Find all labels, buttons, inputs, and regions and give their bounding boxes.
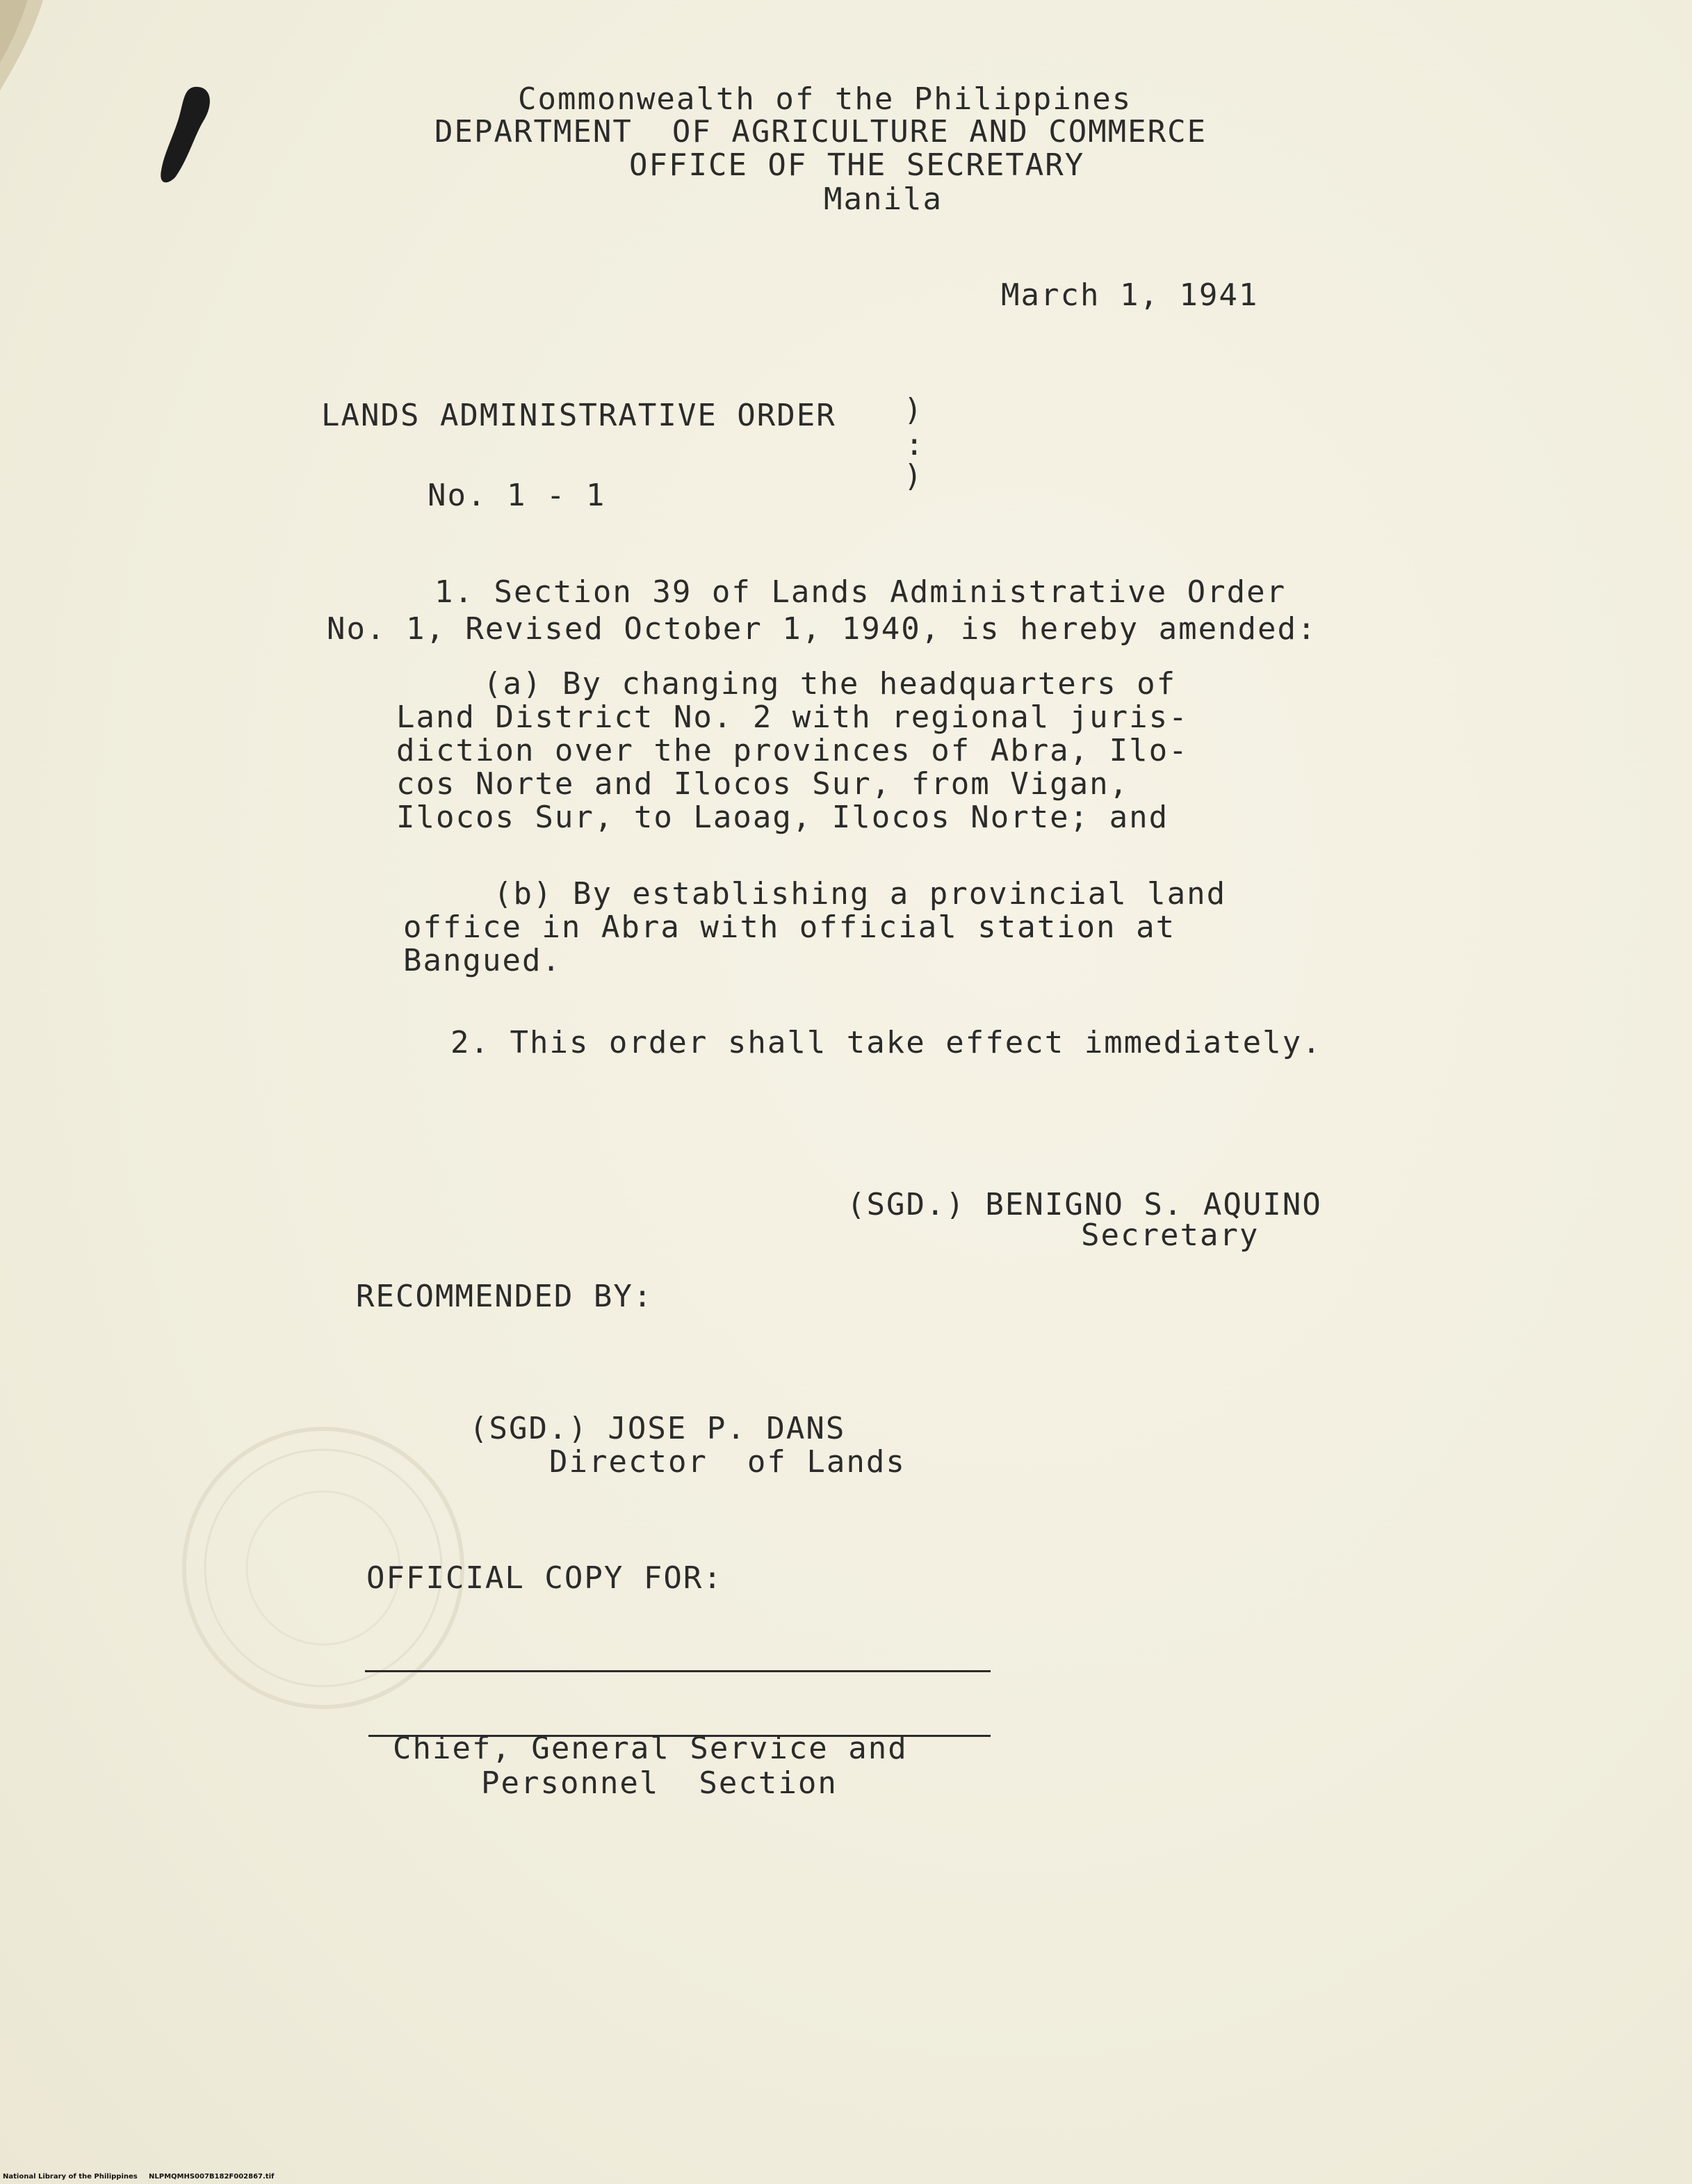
item-a-line: Land District No. 2 with regional juris-	[396, 699, 1189, 735]
item-b-line: office in Abra with official station at	[403, 909, 1176, 945]
item-b-block	[403, 877, 1226, 978]
chief-title-line-2: Personnel Section	[481, 1765, 838, 1801]
footer-library-label: National Library of the Philippines	[3, 2173, 138, 2181]
order-bracket-bottom: )	[904, 458, 924, 494]
letterhead-commonwealth: Commonwealth of the Philippines	[518, 81, 1132, 117]
paragraph-1-line-2: No. 1, Revised October 1, 1940, is hereby amended:	[327, 611, 1317, 647]
secretary-signature-title: Secretary	[1081, 1218, 1260, 1253]
item-a-line: cos Norte and Ilocos Sur, from Vigan,	[396, 766, 1130, 802]
torn-corner-mark	[0, 0, 49, 97]
document-date: March 1, 1941	[1001, 277, 1259, 313]
item-a-line: (a) By changing the headquarters of	[483, 666, 1177, 702]
order-bracket-mid: :	[905, 427, 925, 462]
letterhead-department: DEPARTMENT OF AGRICULTURE AND COMMERCE	[434, 114, 1207, 149]
item-a-line: Ilocos Sur, to Laoag, Ilocos Norte; and	[396, 800, 1169, 835]
director-signature-name: (SGD.) JOSE P. DANS	[469, 1411, 846, 1446]
item-a-block	[396, 668, 1189, 834]
item-b-line: Bangued.	[403, 943, 562, 978]
recommended-by-label: RECOMMENDED BY:	[356, 1279, 653, 1314]
chief-title-line-1: Chief, General Service and	[393, 1731, 908, 1766]
official-copy-label: OFFICIAL COPY FOR:	[366, 1560, 723, 1596]
director-signature-title: Director of Lands	[549, 1444, 906, 1480]
secretary-signature-name: (SGD.) BENIGNO S. AQUINO	[847, 1187, 1322, 1222]
ink-blot-mark	[146, 80, 229, 191]
letterhead-city: Manila	[824, 181, 943, 217]
item-a-line: diction over the provinces of Abra, Ilo-	[396, 733, 1189, 768]
letterhead-office: OFFICE OF THE SECRETARY	[629, 147, 1085, 183]
footer-file-id: NLPMQMHS007B182F002867.tif	[149, 2173, 275, 2181]
order-number: No. 1 - 1	[428, 478, 606, 513]
order-bracket-top: )	[904, 392, 924, 428]
official-copy-line-1	[365, 1670, 991, 1672]
paragraph-1-line-1: 1. Section 39 of Lands Administrative Order	[434, 574, 1287, 610]
item-b-line: (b) By establishing a provincial land	[494, 876, 1227, 912]
paragraph-2: 2. This order shall take effect immediately.	[450, 1025, 1322, 1060]
order-title: LANDS ADMINISTRATIVE ORDER	[321, 398, 836, 433]
